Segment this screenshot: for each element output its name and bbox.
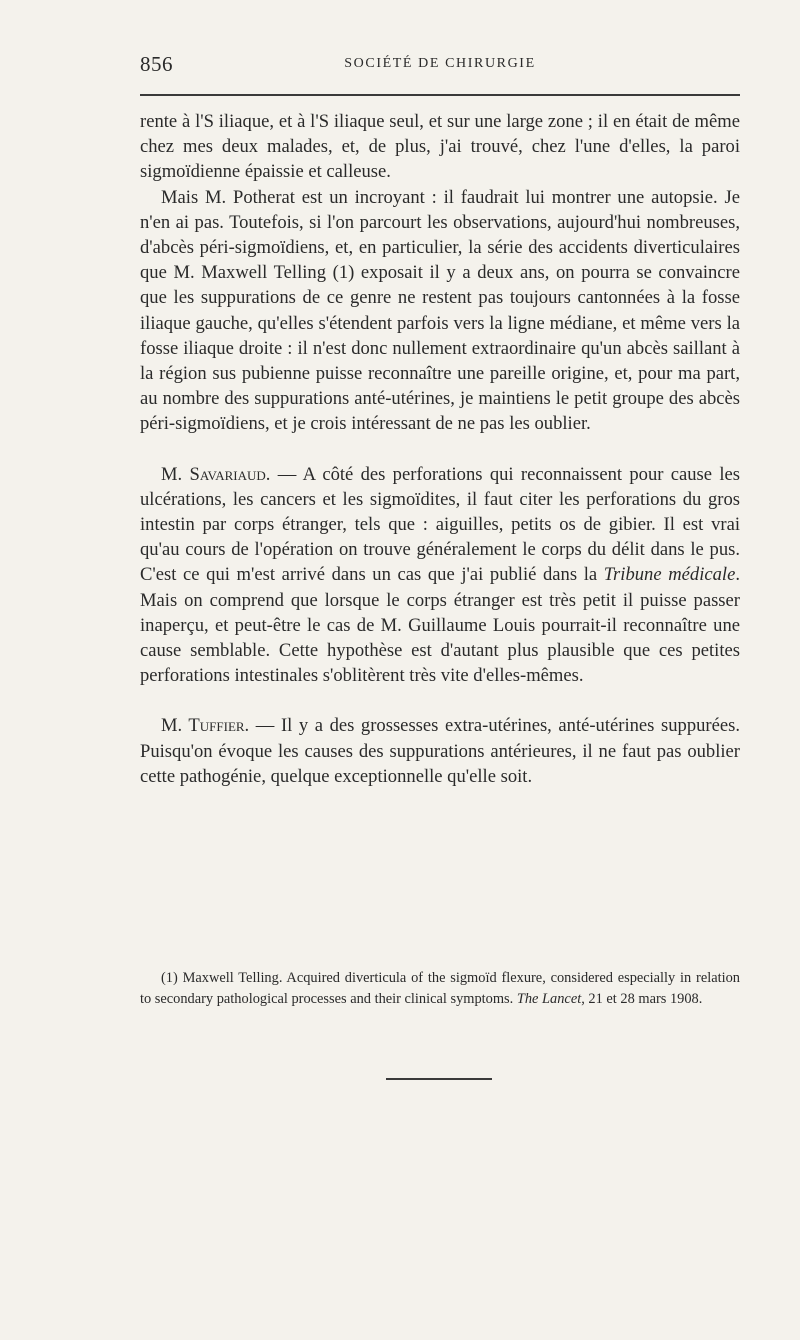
paragraph-potherat: Mais M. Potherat est un incroyant : il faudrait lui montrer une autopsie. Je n'en ai pas. Toutefois, si l'on parcourt les observations, aujourd'hui nombreuses, d'abcès péri-sigmoïdiens, et, en particulier, la série des accidents diverticulaires que M. Maxwell Telling (1) exposait il y a deux ans, on pourra se convaincre que les suppurations de ce genre ne restent pas toujours cantonnées à la fosse iliaque gauche, qu'elles s'étendent parfois vers la ligne médiane, et même vers la fosse iliaque droite : il n'est donc nullement extraordinaire qu'un abcès saillant à la région sus pubienne puisse reconnaître une pareille origine, et, pour ma part, au nombre des suppurations anté-utérines, je maintiens le petit groupe des abcès péri-sigmoïdiens, et je crois intéressant de ne pas les oublier. (140, 186, 740, 435)
paragraph-text: — Il y a des grossesses extra-utérines, anté-utérines suppurées. Puisqu'on évoque les causes des suppurations antérieures, il ne faut pas oublier cette pathogénie, quelque exceptionnelle qu'elle soit. (140, 715, 740, 787)
footnote-journal: The Lancet (516, 991, 582, 1007)
paragraph-text: — A côté des perforations qui reconnaissent pour cause les ulcérations, les cancers et les sigmoïdites, il faut citer les perforations du gros intestin par corps étranger, tels que : aiguilles, petits os de gibier. Il est vrai qu'au cours de l'opération on trouve généralement le corps du délit dans le pus. C'est ce qui m'est arrivé dans un cas que j'ai publié dans la (140, 463, 740, 586)
journal-title: Tribune médicale (603, 564, 736, 586)
body-text (140, 109, 740, 789)
page-number: 856 (140, 52, 173, 76)
footnote-date: , 21 et 28 mars 1908. (581, 991, 703, 1007)
paragraph-continuation: rente à l'S iliaque, et à l'S iliaque seul, et sur une large zone ; il en était de même chez mes deux malades, et, de plus, j'ai trouvé, chez l'une d'elles, la paroi sigmoïdienne épaissie et calleuse. (140, 111, 740, 183)
footnote (140, 968, 740, 1010)
paragraph-text: . Mais on comprend que lorsque le corps étranger est très petit il puisse passer inaperçu, et peut-être le cas de M. Guillaume Louis pourrait-il reconnaître une cause semblable. Cette hypothèse est d'autant plus plausible que ces petites perforations intestinales s'oblitèrent très vite d'elles-mêmes. (140, 564, 740, 687)
running-head: SOCIÉTÉ DE CHIRURGIE (344, 56, 536, 71)
header-rule (140, 94, 740, 96)
paragraph-tuffier (140, 713, 740, 789)
paragraph-savariaud (140, 462, 740, 689)
end-rule (386, 1078, 492, 1080)
footnote-text (140, 968, 740, 1010)
page-header (140, 52, 740, 82)
footnote-citation: (1) Maxwell Telling. Acquired diverticula of the sigmoïd flexure, considered especially in relation to secondary pathological processes and their clinical symptoms. (140, 970, 740, 1007)
speaker-name: M. Tuffier. (161, 715, 250, 737)
speaker-name: M. Savariaud. (161, 463, 271, 485)
